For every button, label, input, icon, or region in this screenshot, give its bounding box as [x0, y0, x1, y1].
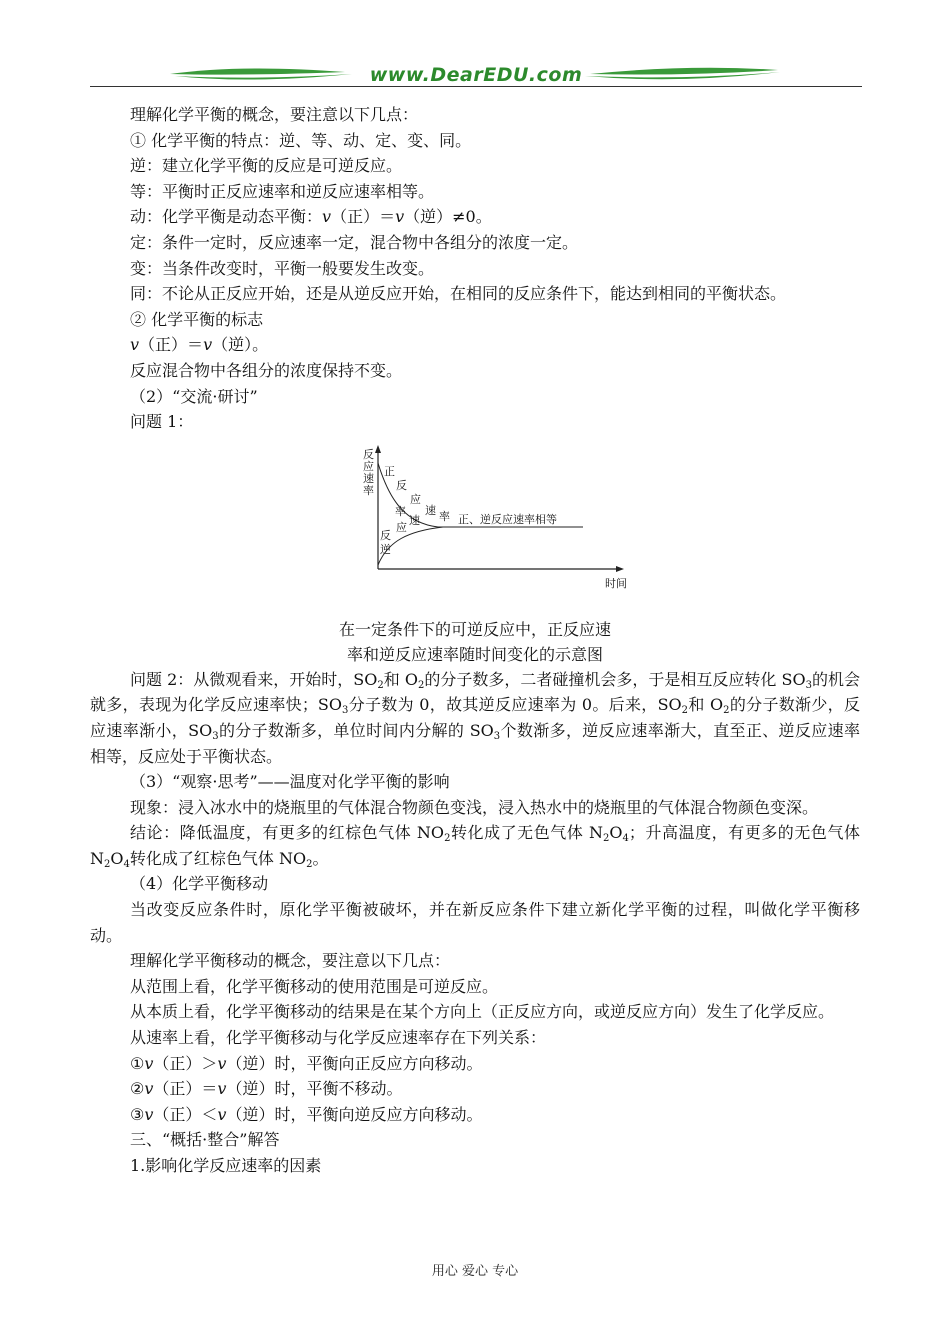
reverse-label-char: 速 [409, 513, 420, 527]
paragraph-mark: v（正）＝v（逆）。 [130, 335, 269, 355]
forward-label-char: 率 [439, 509, 450, 523]
y-label-char: 速 [363, 471, 374, 485]
site-logo-text: www.DearEDU.com [369, 64, 583, 86]
paragraph: 理解化学平衡移动的概念，要注意以下几点： [130, 951, 451, 971]
paragraph: （2）“交流·研讨” [130, 386, 258, 406]
paragraph: （4）化学平衡移动 [130, 874, 269, 894]
reverse-label-char: 反 [380, 528, 391, 542]
paragraph: 从范围上看，化学平衡移动的使用范围是可逆反应。 [130, 976, 499, 996]
forward-label-char: 正 [384, 464, 395, 478]
forward-label-char: 应 [410, 492, 421, 506]
paragraph-dynamic: 动：化学平衡是动态平衡：v（正）＝v（逆）≠0。 [130, 207, 492, 227]
paragraph: 等：平衡时正反应速率和逆反应速率相等。 [130, 181, 435, 201]
header-divider [90, 86, 862, 87]
section-heading: 三、“概括·整合”解答 [130, 1130, 280, 1150]
y-axis-arrow-icon [375, 445, 381, 453]
x-axis-arrow-icon [616, 566, 624, 572]
rate-time-figure [90, 435, 860, 617]
y-label-char: 率 [363, 483, 374, 497]
equal-rate-label: 正、逆反应速率相等 [458, 512, 557, 526]
paragraph: 逆：建立化学平衡的反应是可逆反应。 [130, 156, 403, 176]
x-axis-label: 时间 [605, 576, 627, 590]
rate-time-diagram [358, 441, 648, 601]
paragraph: ② 化学平衡的标志 [130, 309, 264, 329]
reverse-label-char: 逆 [380, 542, 391, 556]
paragraph: 从速率上看，化学平衡移动与化学反应速率存在下列关系： [130, 1028, 547, 1048]
reverse-label-char: 率 [395, 504, 406, 518]
y-label-char: 应 [363, 459, 374, 473]
figure-caption: 在一定条件下的可逆反应中，正反应速 [338, 619, 611, 639]
paragraph: 现象：浸入冰水中的烧瓶里的气体混合物颜色变浅，浸入热水中的烧瓶里的气体混合物颜色变深。 [130, 797, 819, 817]
paragraph: ① 化学平衡的特点：逆、等、动、定、变、同。 [130, 130, 472, 150]
page-footer: 用心 爱心 专心 [431, 1264, 519, 1279]
paragraph: 理解化学平衡的概念，要注意以下几点： [130, 105, 419, 124]
relation-item: ①v（正）＞v（逆）时，平衡向正反应方向移动。 [130, 1053, 483, 1073]
forward-label-char: 速 [425, 503, 436, 517]
paragraph: 定：条件一定时，反应速率一定，混合物中各组分的浓度一定。 [130, 232, 579, 252]
reverse-label-char: 应 [396, 520, 407, 534]
paragraph: 从本质上看，化学平衡移动的结果是在某个方向上（正反应方向，或逆反应方向）发生了化学反应。 [130, 1002, 835, 1022]
paragraph: 变：当条件改变时，平衡一般要发生改变。 [130, 258, 435, 278]
paragraph: 同：不论从正反应开始，还是从逆反应开始，在相同的反应条件下，能达到相同的平衡状态。 [130, 284, 787, 304]
y-label-char: 反 [363, 447, 374, 461]
figure-caption: 率和逆反应速率随时间变化的示意图 [346, 644, 603, 664]
paragraph-question-2: 问题 2：从微观看来，开始时，$SO_2$和 $O_2$的分子数多，二者碰撞机会多，于是相互反应转化 $SO_3$的机会就多，表现为化学反应速率快；$SO_3$分子数为 0，故其逆反应速率为 0。后来，$SO_2$和 $O_2$的分子数渐少，反应速率渐小，$SO_3$的分子数渐多，单位时间内分解的 $SO_3$个数渐多，逆反应速率渐大，直至正、逆反应速率相等，反应处于平衡状态。 [90, 669, 860, 766]
relation-item: ②v（正）＝v（逆）时，平衡不移动。 [130, 1079, 403, 1099]
paragraph: （3）“观察·思考”——温度对化学平衡的影响 [130, 772, 450, 792]
paragraph-conclusion: 结论：降低温度，有更多的红棕色气体 $NO_2$转化成了无色气体 $N_2O_4$；升高温度，有更多的无色气体 $N_2O_4$转化成了红棕色气体 $NO_2$。 [90, 823, 860, 870]
paragraph: 问题 1： [130, 412, 194, 432]
paragraph: 反应混合物中各组分的浓度保持不变。 [130, 360, 403, 380]
document-body [90, 102, 860, 1179]
forward-label-char: 反 [396, 478, 407, 492]
relation-item: ③v（正）＜v（逆）时，平衡向逆反应方向移动。 [130, 1104, 483, 1124]
paragraph: 当改变反应条件时，原化学平衡被破坏，并在新反应条件下建立新化学平衡的过程，叫做化学平衡移动。 [90, 900, 860, 945]
subsection-heading: 1.影响化学反应速率的因素 [130, 1156, 322, 1175]
